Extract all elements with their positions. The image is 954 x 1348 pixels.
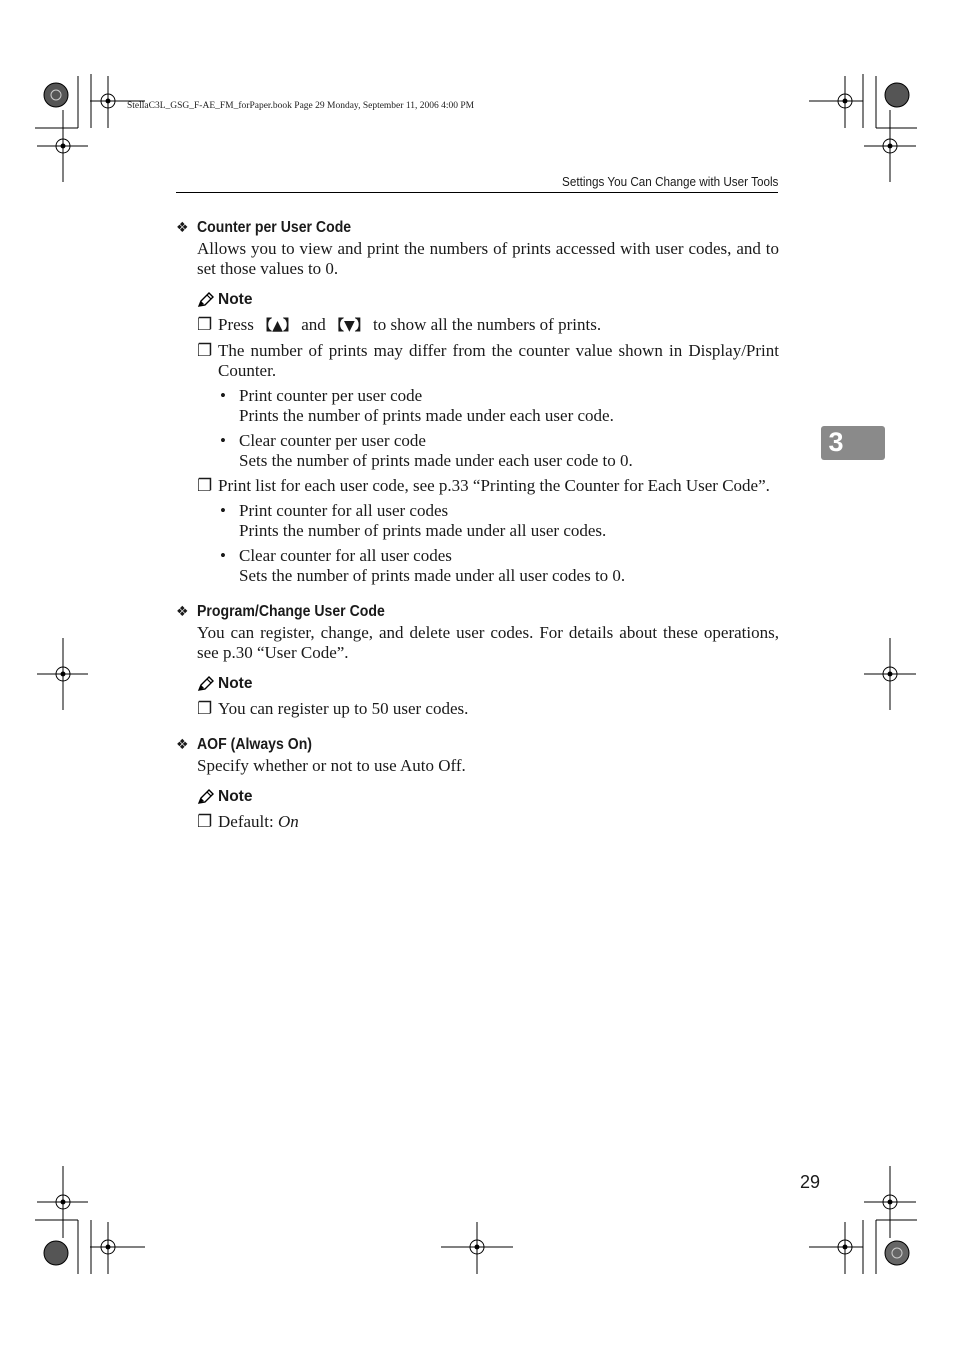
- up-key: 【▲】: [258, 318, 297, 334]
- file-info: StellaC3L_GSG_F-AE_FM_forPaper.book Page 29 Monday, September 11, 2006 4:00 PM: [127, 101, 475, 111]
- default-value: On: [277, 812, 299, 831]
- checkbox-icon: ❐: [197, 315, 213, 334]
- chapter-tab: [821, 426, 885, 460]
- section-body-aof: Specify whether or not to use Auto Off.: [197, 756, 466, 775]
- bullet-item: • Print counter per user code Prints the number of prints made under each user code.: [220, 386, 614, 425]
- page-number: 29: [800, 1172, 821, 1192]
- section-body-counter: Allows you to view and print the numbers of prints accessed with user codes, and to set those values to 0.: [197, 239, 779, 278]
- checkbox-icon: ❐: [197, 341, 213, 360]
- note-heading: Note: [197, 674, 779, 694]
- note-item: ❐ Print list for each user code, see p.33 “Printing the Counter for Each User Code”.: [197, 476, 770, 495]
- bullet-item: • Print counter for all user codes Prints the number of prints made under all user codes.: [220, 501, 607, 540]
- bullet-item: • Clear counter per user code Sets the number of prints made under each user code to 0.: [220, 431, 633, 470]
- page-content: [176, 216, 779, 832]
- bullet-icon: •: [220, 386, 226, 405]
- diamond-icon: ❖: [176, 603, 189, 619]
- bullet-icon: •: [220, 431, 226, 450]
- bullet-icon: •: [220, 501, 226, 520]
- note-heading: Note: [197, 787, 779, 807]
- section-body-program: You can register, change, and delete user codes. For details about these operations, see p.30 “User Code”.: [197, 623, 779, 662]
- pencil-icon: [197, 292, 215, 308]
- down-key: 【▼】: [329, 318, 369, 334]
- pencil-icon: [197, 676, 215, 692]
- section-title-program: ❖ Program/Change User Code: [176, 600, 779, 623]
- bullet-icon: •: [220, 546, 226, 565]
- pencil-icon: [197, 789, 215, 805]
- bullet-item: • Clear counter for all user codes Sets the number of prints made under all user codes to 0.: [220, 546, 626, 585]
- chapter-tab-number: 3: [828, 427, 844, 457]
- diamond-icon: ❖: [176, 219, 189, 235]
- note-item: ❐ The number of prints may differ from the counter value shown in Display/Print Counter.: [197, 341, 779, 380]
- checkbox-icon: ❐: [197, 699, 213, 718]
- note-item: ❐ Default: On: [197, 812, 299, 831]
- diamond-icon: ❖: [176, 736, 189, 752]
- note-item: ❐ You can register up to 50 user codes.: [197, 699, 469, 718]
- note-item: ❐ Press 【▲】 and 【▼】 to show all the numbers of prints.: [197, 315, 602, 334]
- note-heading: Note: [197, 290, 779, 310]
- checkbox-icon: ❐: [197, 476, 213, 495]
- section-title-aof: ❖ AOF (Always On): [176, 733, 779, 756]
- section-title-counter: ❖ Counter per User Code: [176, 216, 779, 239]
- running-header: Settings You Can Change with User Tools: [561, 174, 778, 189]
- header-rule: [176, 192, 778, 193]
- checkbox-icon: ❐: [197, 812, 213, 831]
